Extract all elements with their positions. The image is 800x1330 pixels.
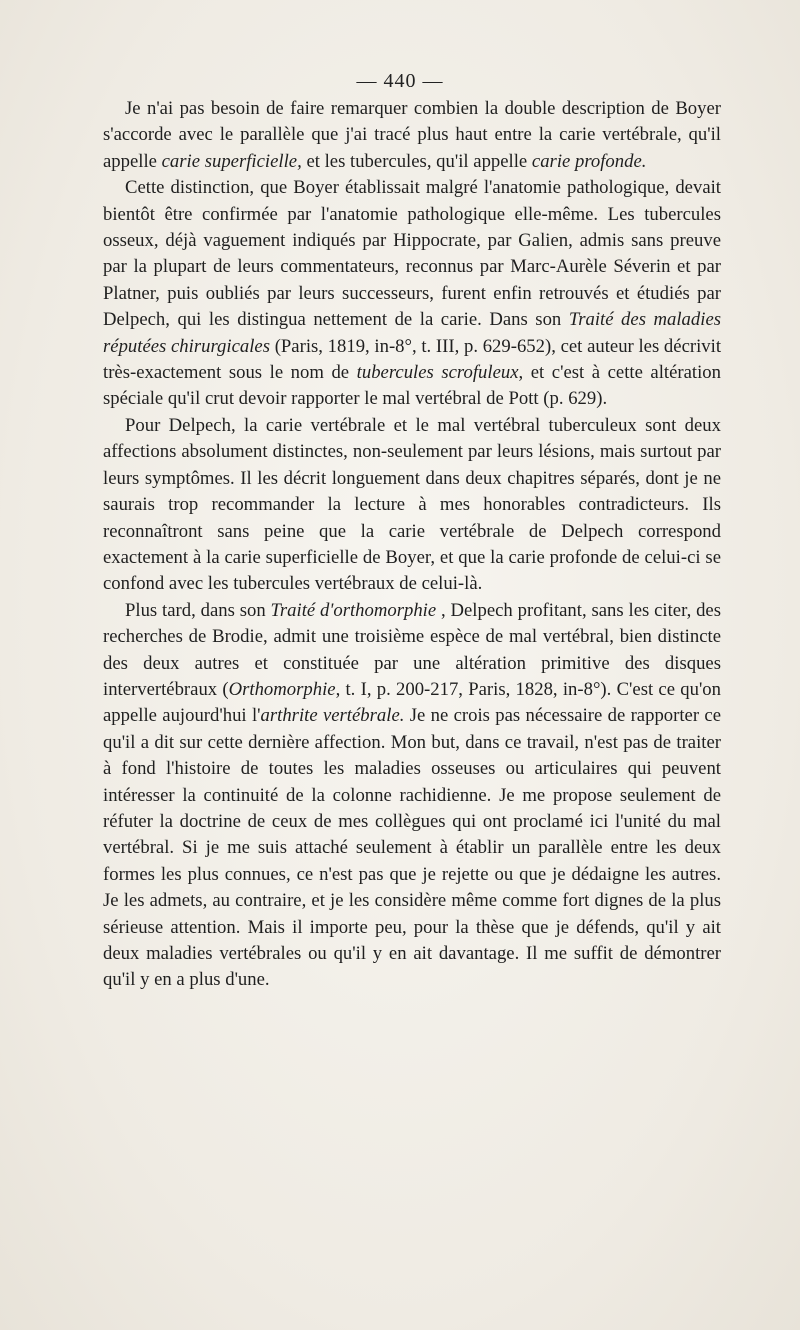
paragraph (103, 96, 721, 175)
text-segment: , et c'est à cette altération spéciale qu'il crut devoir rapporter le mal vertébral de Pott (p. 629). (103, 362, 721, 410)
text-segment: (Paris, 1819, in-8°, t. III, p. 629-652), cet auteur les décrivit très-exactement sous le nom de (103, 335, 722, 384)
italic-text: carie profonde. (531, 150, 647, 172)
text-segment: et les tubercules, qu'il appelle (301, 150, 532, 172)
text-segment: Cette distinction, que Boyer établissait malgré l'anatomie pathologique, devait bientôt être confirmée par l'anatomie pathologique elle-même. Les tubercules osseux, déjà vaguement indiqués par Hippocrate, par Galien, admis sans preuve par la plupart de leurs commentateurs, reconnus par Marc-Aurèle Séverin et par Platner, puis oubliés par leurs successeurs, furent enfin retrouvés et étudiés par Delpech, qui les distingua nettement de la carie. Dans son (103, 177, 721, 331)
text-segment: , t. I, p. 200-217, Paris, 1828, in-8°). C'est ce qu'on appelle aujourd'hui l' (103, 678, 721, 727)
italic-text: arthrite vertébrale. (260, 705, 405, 727)
text-segment: Je n'ai pas besoin de faire remarquer combien la double description de Boyer s'accorde avec le parallèle que j'ai tracé plus haut entre la carie vertébrale, qu'il appelle (103, 98, 721, 172)
italic-text: Traité d'orthomorphie (270, 599, 437, 621)
text-segment: Je ne crois pas nécessaire de rapporter ce qu'il a dit sur cette dernière affection. Mon but, dans ce travail, n'est pas de traiter à fond l'histoire de toutes les maladies osseuses ou articulaires qui peuvent intéresser la continuité de la colonne rachidienne. Je me propose seulement de réfuter la doctrine de ceux de mes collègues qui ont proclamé ici l'unité du mal vertébral. Si je me suis attaché seulement à établir un parallèle entre les deux formes les plus connues, ce n'est pas que je rejette ou que je dédaigne les autres. Je les admets, au contraire, et je les considère même comme fort dignes de la plus sérieuse attention. Mais il importe peu, pour la thèse que je défends, qu'il y ait deux maladies vertébrales ou qu'il y en ait davantage. Il me suffit de démontrer qu'il y en a plus d'une. (103, 705, 721, 991)
italic-text: tubercules scrofuleux (356, 362, 519, 384)
text-segment: , Delpech profitant, sans les citer, des recherches de Brodie, admit une troisième espèce de mal vertébral, bien distincte des deux autres et constituée par une altération primitive des disques intervertébraux ( (103, 599, 722, 700)
page-number: — 440 — (356, 70, 444, 92)
text-segment: Plus tard, dans son (125, 599, 271, 621)
italic-text: Traité des maladies réputées chirurgicales (103, 309, 722, 357)
body-text (103, 96, 721, 994)
paragraph (103, 175, 721, 413)
paragraph (103, 598, 721, 994)
paragraph (103, 413, 721, 598)
italic-text: carie superficielle, (161, 150, 302, 172)
italic-text: Orthomorphie (228, 678, 336, 700)
text-segment: Pour Delpech, la carie vertébrale et le mal vertébral tuberculeux sont deux affections absolument distinctes, non-seulement par leurs lésions, mais surtout par leurs symptômes. Il les décrit longuement dans deux chapitres séparés, dont je ne saurais trop recommander la lecture à mes honorables contradicteurs. Ils reconnaîtront sans peine que la carie vertébrale de Delpech correspond exactement à la carie superficielle de Boyer, et que la carie profonde de celui-ci se confond avec les tubercules vertébraux de celui-là. (103, 414, 721, 595)
